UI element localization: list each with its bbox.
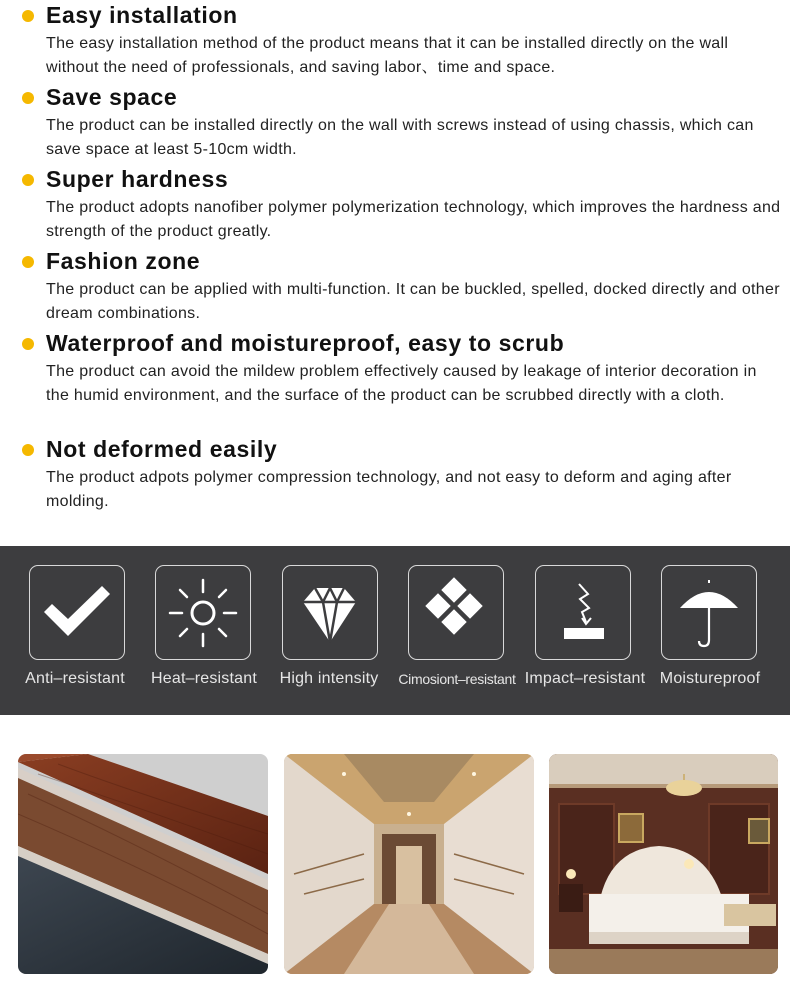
diamond-grid-icon <box>408 565 504 660</box>
sun-icon <box>155 565 251 660</box>
bullet-icon <box>22 444 34 456</box>
feature-description: The product can be installed directly on the wall with screws instead of using chassis, which can save space at least 5-10cm width. <box>46 117 754 158</box>
feature-description: The product adpots polymer compression technology, and not easy to deform and aging after molding. <box>46 469 732 510</box>
bullet-icon <box>22 174 34 186</box>
badge-label-high-intensity: High intensity <box>279 670 379 687</box>
badge-label-impact-resistant: Impact–resistant <box>524 670 646 687</box>
badge-label-heat-resistant: Heat–resistant <box>151 670 257 687</box>
bullet-icon <box>22 10 34 22</box>
feature-title: Waterproof and moistureproof, easy to scrub <box>46 330 565 356</box>
feature-description: The product adopts nanofiber polymer polymerization technology, which improves the hardness and strength of the product greatly. <box>46 199 781 240</box>
feature-title: Easy installation <box>46 2 238 28</box>
feature-title: Fashion zone <box>46 248 201 274</box>
badge-label-cimosiont-resistant: Cimosiont–resistant <box>398 671 516 687</box>
umbrella-icon <box>661 565 757 660</box>
feature-title: Not deformed easily <box>46 436 278 462</box>
wood-panel-photo <box>18 754 268 974</box>
badge-label-anti-resistant: Anti–resistant <box>25 670 125 687</box>
diamond-icon <box>282 565 378 660</box>
feature-description: The product can avoid the mildew problem effectively caused by leakage of interior decoration in the humid environment, and the surface of the product can be scrubbed directly with a cloth. <box>46 363 757 404</box>
bullet-icon <box>22 256 34 268</box>
property-icon-band <box>0 546 790 715</box>
bedroom-photo <box>549 754 778 974</box>
feature-description: The product can be applied with multi-function. It can be buckled, spelled, docked directly and other dream combinations. <box>46 281 780 322</box>
feature-description: The easy installation method of the product means that it can be installed directly on the wall without the need of professionals, and saving labor、time and space. <box>46 35 729 76</box>
feature-title: Save space <box>46 84 178 110</box>
checkmark-icon <box>29 565 125 660</box>
impact-icon <box>535 565 631 660</box>
corridor-photo <box>284 754 534 974</box>
bullet-icon <box>22 338 34 350</box>
bullet-icon <box>22 92 34 104</box>
feature-title: Super hardness <box>46 166 229 192</box>
badge-label-moistureproof: Moistureproof <box>659 670 761 687</box>
